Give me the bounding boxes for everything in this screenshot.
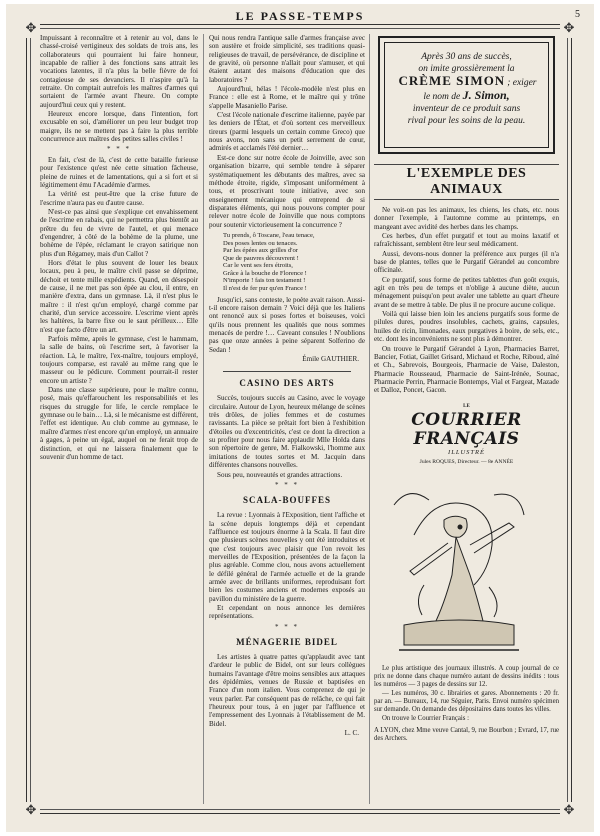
article-paragraph: La vérité est peut-être que la crise future de l'escrime n'aura pas eu d'autre cause. [40,190,198,207]
corner-ornament-icon: ✥ [560,802,578,820]
article-title-animaux: L'EXEMPLE DES ANIMAUX [374,164,559,200]
logo-director: Jules ROQUES, Directeur. — 8e ANNÉE [419,459,514,466]
ad-brand: CRÈME SIMON [398,73,506,88]
article-paragraph: Heureux encore lorsque, dans l'intention, fort excusable en soi, d'améliorer un peu leur budget trop maigre, ils ne se mettent pas à faire la plus terrible concurrence aux maîtres des petites salles civiles ! [40,110,198,144]
courrier-caption [374,665,559,743]
article-paragraph: N'est-ce pas ainsi que s'explique cet envahissement de l'escrime en rabais, qui ne permettra plus bientôt au prêtre du feu de vivre de l'autel, et qui menace d'engendrer, à côté de la bohème de la plume, une bohème de l'épée, réclamant le crayon satirique non plus d'un Régamey, mais d'un Callot ? [40,207,198,258]
article-paragraph: Ne voit-on pas les animaux, les chiens, les chats, etc. nous donner l'exemple, à l'automne comme au printemps, en mangeant avec avidité des herbes dans les champs. [374,206,559,231]
logo-subtitle: ILLUSTRÉ [448,448,485,456]
corner-ornament-icon: ✥ [22,20,40,38]
ad-line: inventeur de ce produit sans [412,104,521,114]
poem-line: Car le vent ses fers étroits, [223,262,293,270]
poem-quote [209,232,365,293]
courrier-francais-logo [374,403,559,467]
article-paragraph: Hors d'état le plus souvent de louer les beaux locaux, peu à peu, le maître civil passe se déprime, déchoit et tente mille expédients. Quand, en désespoir de cause, il ne met pas son épée au clou, il entre, en manière d'extra, dans un gymnase. Là, il n'est plus le maître : il n'est qu'un employé, chargé comme par charité, d'un service accessoire. L'escrime vient après les haltères, la barre fixe ou le saut périlleux… Elle n'est que facto d'être un art. [40,258,198,334]
section-divider [223,371,351,372]
poem-line: Grâce à la bouche de Florence ! [223,269,307,277]
corner-ornament-icon: ✥ [560,20,578,38]
column-one [40,34,198,804]
caption-paragraph: On trouve le Courrier Français : [382,714,470,722]
ad-line: rival pour les soins de la peau. [407,116,526,126]
article-paragraph: Sous peu, nouveautés et grandes attractions. [217,470,343,479]
logo-title: COURRIER FRANÇAIS [411,409,522,449]
ad-name: J. Simon, [462,88,510,102]
column-three [374,34,559,804]
separator-stars-icon: * * * [275,480,299,489]
poem-line: Par les épées aux grilles d'or [223,247,298,255]
allegorical-figure-illustration-icon [374,475,544,657]
poem-line: Il n'est de fer pur qu'en France ! [223,285,307,293]
poem-line: N'importe ! fais ton testament ! [223,277,306,285]
article-paragraph: En fait, c'est de là, c'est de cette bataille furieuse pour l'existence qu'est née cette situation fâcheuse, pleine de ruines et de lamentations, qui a si fort et si légitimement ému l'Académie d'armes. [40,155,198,189]
article-paragraph: Parfois même, après le gymnase, c'est le hammam, la salle de bains, où l'escrime sert, à favoriser la réaction. Là, le maître, l'ex-maître, toujours employé, toujours comparse, est ravalé au même rang que le masseur ou le pédicure. Comment pourrait-il rester encore un artiste ? [40,335,198,385]
column-two [209,34,365,804]
article-paragraph: La revue : Lyonnais à l'Exposition, tient l'affiche et la scène depuis longtemps déjà et cependant l'affluence est toujours énorme à la Scala. Il faut dire que plusieurs scènes nouvelles y ont été introduites et que c'est toujours avec plaisir que l'on revoit les merveilles de l'Exposition, présentées de la façon la plus agréable. Comme clou, nous avons actuellement le défilé général de l'armée actuelle et de la grande armée avec de brillants uniformes, reproduisant fort bien les costumes anciens et modernes exposés au pavillon du ministère de la guerre. [209,511,365,603]
ad-line: le nom de [423,92,461,102]
article-paragraph: Jusqu'ici, sans conteste, le poète avait raison. Aussi-t-il encore raison demain ? Voici déjà que les Italiens ont renoncé aux si poses fortes et boiseuses, voici qu'ils nous prennent les qualités que nous sommes menacés de perdre !… Caveant consules ! N'oublions pas que onze années à peine séparent Solferino de Sedan ! [209,295,365,354]
caption-paragraph: — Les numéros, 30 c. librairies et gares. Abonnements : 20 fr. par an. — Bureaux, 14, rue Séguier, Paris. Envoi numéro spécimen sur demande. On demande des dépositaires dans toutes les villes. [374,689,559,713]
separator-stars-icon: * * * [275,622,299,631]
article-paragraph: Est-ce donc sur notre école de Joinville, avec son organisation bizarre, qui semble tendre à séparer systématiquement les débutants des maîtres, avec sa méthode étroite, rigide, s'imposant uniformément à tous, et proscrivant toute initiative, avec son enseignement mécanique qui entreprend de si disparates éléments, qui nous pouvons compter pour relever notre école de Joinville que nous comptons pour soutenir victorieusement la concurrence ? [209,153,365,229]
creme-simon-advertisement [378,36,555,154]
ad-line: Après 30 ans de succès, [421,52,512,62]
author-signature: Émile GAUTHIER. [302,355,359,364]
caption-paragraph: Le plus artistique des journaux illustrés. A coup journal de ce prix ne donne dans chaque numéro autant de dessins inédits : tous les numéros — 3 pages de dessins sur 12. [374,664,559,688]
corner-ornament-icon: ✥ [22,802,40,820]
separator-stars-icon: * * * [107,145,131,154]
article-paragraph: Aussi, devons-nous donner la préférence aux purges (il n'a base de plantes, telles que le Purgatif Gérandel au concombre officinale. [374,249,559,275]
article-paragraph: Dans une classe supérieure, pour le maître connu, posé, mais qu'effarouchent les responsabilités et les risques du struggle for life, le cercle remplace le gymnase ou le bain… Là, si le mécanisme est différent, l'effet est identique. Au club comme au gymnase, le maître d'armes n'est encore qu'un employé, un annuaire à gages, à peine un égal, auquel on ne ferait trop de distinction, et qui ne laissera finalement que le souvenir d'un homme de tact. [40,386,198,461]
poem-line: Que de pauvres découvrent ! [223,254,299,262]
article-paragraph: Ces herbes, d'un effet purgatif et tout au moins laxatif et rafraîchissant, semblent être leur seul médicament. [374,232,559,249]
logo-article: LE [463,403,470,409]
column-rule [203,34,204,804]
ad-line: on imite grossièrement la [418,64,515,74]
article-paragraph: Succès, toujours succès au Casino, avec le voyage circulaire. Autour de Lyon, heureux mélange de scènes très drôles, de jolies femmes et de costumes ravissants. La pièce se prêtait fort bien à l'exhibition d'étoiles ou d'excentricités, c'est ce dont la direction a su profiter pour nous faire applaudir Mlle Holda dans son répertoire de genre, M. Fialkowski, l'homme aux imitations de toutes sortes et M. Jacquin dans différentes chansons nouvelles. [209,394,365,470]
article-paragraph: Impuissant à reconnaître et à retenir au vol, dans le chassé-croisé vertigineux des soldats de trois ans, les collaborateurs qui pourraient lui faire honneur, incapable de rallier à des fonctions sans attrait les vocations latentes, il n'a plus la belle fièvre de foi contagieuse de ses devanciers. Il n'aspire qu'à la retraite. On comptait autrefois les maîtres d'armes qui sortaient de l'armée avant l'heure. On compte aujourd'hui ceux qui y restent. [40,34,198,109]
article-paragraph: Ce purgatif, sous forme de petites tablettes d'un goût exquis, agit en très peu de temps et n'oblige à aucune diète, aucun ménagement puisqu'on peut avaler une tablette au quart d'heure avant de se mettre à table. De plus il ne procure aucune colique. [374,275,559,309]
caption-address: A LYON, chez Mme veuve Cantal, 9, rue Bourbon ; Evrard, 17, rue des Archers. [374,726,559,742]
column-rule [369,34,370,804]
section-title-casino: CASINO DES ARTS [239,378,335,389]
article-paragraph: On trouve le Purgatif Gérandel à Lyon, Pharmacies Barret, Bancier, Fotiat, Gaillet Grisard, Michaud et Roche, Riboud, aîné et Ch., Sabrevois, Bourgeois, Pharmacie de Vaise, Daleston, Pharmacie Rousseaud, Pharmacie de Saint-Irénée, Sounac, Pharmacie Perrin, Pharmacie Bontemps, Vial et Fargeat, Mazade et Dalloz, Poncet, Gacon. [374,344,559,395]
article-paragraph: Qui nous rendra l'antique salle d'armes française avec son austère et froide simplicité, ses traditions quasi-religieuses de travail, de persévérance, de discipline et de gravité, où personne n'allait pour s'amuser, et qui étaient autant des maisons d'éducation que des laboratoires ? [209,34,365,84]
page-number: 5 [575,9,580,20]
page-header-title: LE PASSE-TEMPS [235,9,365,23]
section-title-scala: SCALA-BOUFFES [242,495,331,506]
article-paragraph: Les artistes à quatre pattes qu'applaudit avec tant d'ardeur le public de Bidel, ont sur leurs collègues humains l'avantage d'être moins sensibles aux attaques des épidémies, venues de Russie et baptisées en France d'un nom italien. Vous comprenez de qui je veux parler. Par conséquent pas de relâche, ce qui fait l'heureux pour tous, à en juger par l'affluence et l'empressement des Lyonnais à l'établissement de M. Bidel. [209,653,365,728]
author-signature: L. C. [344,729,359,738]
article-paragraph: Voilà qui laisse bien loin les anciens purgatifs sous forme de pilules dures, poudres insolubles, cachets, grains, capsules, huiles de ricin, limonades, eaux purgatives à boire, de sels, etc., etc. dont les inconvénients ne sont plus à démontrer. [374,310,559,344]
ad-line: ; exiger [507,78,537,88]
poem-line: Tu prends, ô Toscane, l'eau tenace, [223,231,315,239]
section-title-menagerie: MÉNAGERIE BIDEL [236,637,338,647]
article-paragraph: Aujourd'hui, hélas ! l'école-modèle n'est plus en France : elle est à Rome, et le maître qui y trône s'appelle Masaniello Parise. [209,85,365,110]
article-paragraph: C'est l'école nationale d'escrime italienne, payée par les deniers de l'État, et d'où sortent ces merveilleux tireurs (parmi lesquels un certain comme Greco) que nous avons, non sans un petit serrement de cœur, admirés et acclamés l'été dernier… [209,111,365,153]
poem-line: Des poses lentes ou tenaces. [223,239,298,247]
article-paragraph: Et cependant on nous annonce les dernières représentations. [209,603,365,621]
